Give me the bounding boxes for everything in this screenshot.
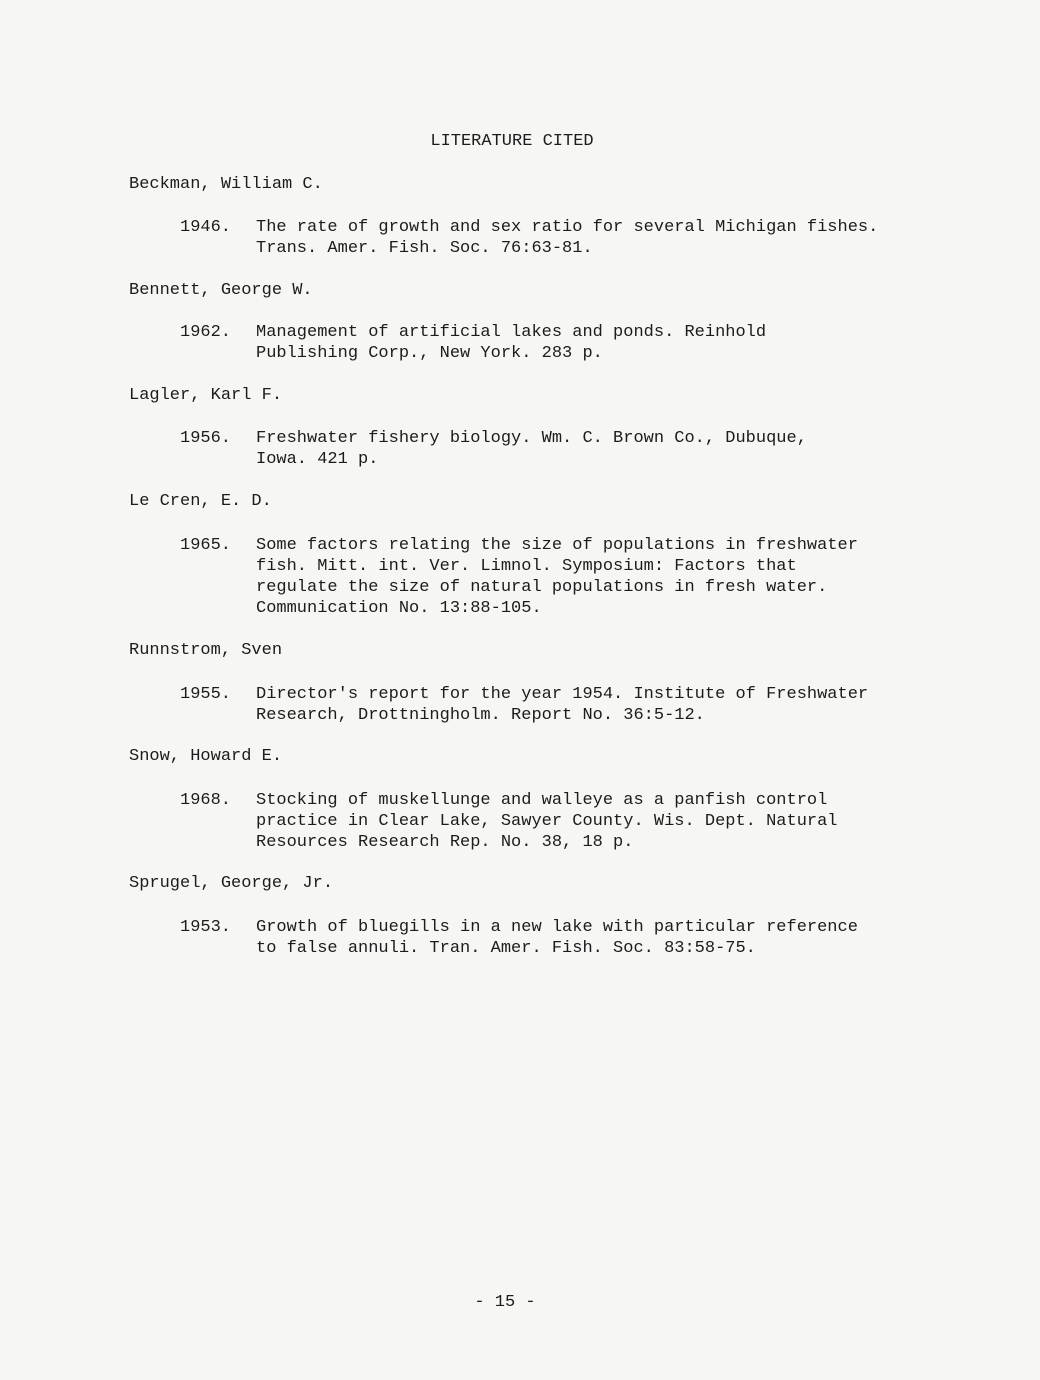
reference-year: 1965. [180,536,232,555]
citation-line: fish. Mitt. int. Ver. Limnol. Symposium: Factors that [256,557,797,576]
reference-year: 1962. [180,323,232,342]
reference-citation [256,684,868,726]
reference-year: 1955. [180,685,232,704]
page-title: LITERATURE CITED [430,132,594,151]
reference-citation [256,535,858,619]
citation-line: Director's report for the year 1954. Institute of Freshwater [256,685,869,704]
reference-citation [256,322,766,364]
reference-citation [256,917,858,959]
reference-year: 1956. [180,429,232,448]
reference-author: Lagler, Karl F. [129,386,283,405]
citation-line: Stocking of muskellunge and walleye as a panfish control [256,791,828,810]
citation-line: Growth of bluegills in a new lake with particular reference [256,918,858,937]
reference-year: 1968. [180,791,232,810]
reference-author: Snow, Howard E. [129,747,283,766]
reference-author: Le Cren, E. D. [129,492,272,511]
citation-line: practice in Clear Lake, Sawyer County. Wis. Dept. Natural [256,812,838,831]
citation-line: Communication No. 13:88-105. [256,599,542,618]
citation-line: Some factors relating the size of populations in freshwater [256,536,858,555]
reference-author: Bennett, George W. [129,281,313,300]
citation-line: Research, Drottningholm. Report No. 36:5-12. [256,706,705,725]
reference-year: 1953. [180,918,232,937]
citation-line: Trans. Amer. Fish. Soc. 76:63-81. [256,239,593,258]
citation-line: The rate of growth and sex ratio for several Michigan fishes. [256,218,879,237]
reference-citation [256,217,878,259]
reference-author: Runnstrom, Sven [129,641,283,660]
reference-author: Beckman, William C. [129,175,323,194]
citation-line: Iowa. 421 p. [256,450,379,469]
reference-author: Sprugel, George, Jr. [129,874,334,893]
page-number: - 15 - [474,1293,536,1312]
citation-line: Management of artificial lakes and ponds. Reinhold [256,323,767,342]
reference-citation [256,428,807,470]
citation-line: Freshwater fishery biology. Wm. C. Brown Co., Dubuque, [256,429,807,448]
reference-citation [256,790,838,853]
citation-line: Resources Research Rep. No. 38, 18 p. [256,833,634,852]
reference-year: 1946. [180,218,232,237]
citation-line: Publishing Corp., New York. 283 p. [256,344,603,363]
citation-line: regulate the size of natural populations in fresh water. [256,578,828,597]
citation-line: to false annuli. Tran. Amer. Fish. Soc. 83:58-75. [256,939,756,958]
